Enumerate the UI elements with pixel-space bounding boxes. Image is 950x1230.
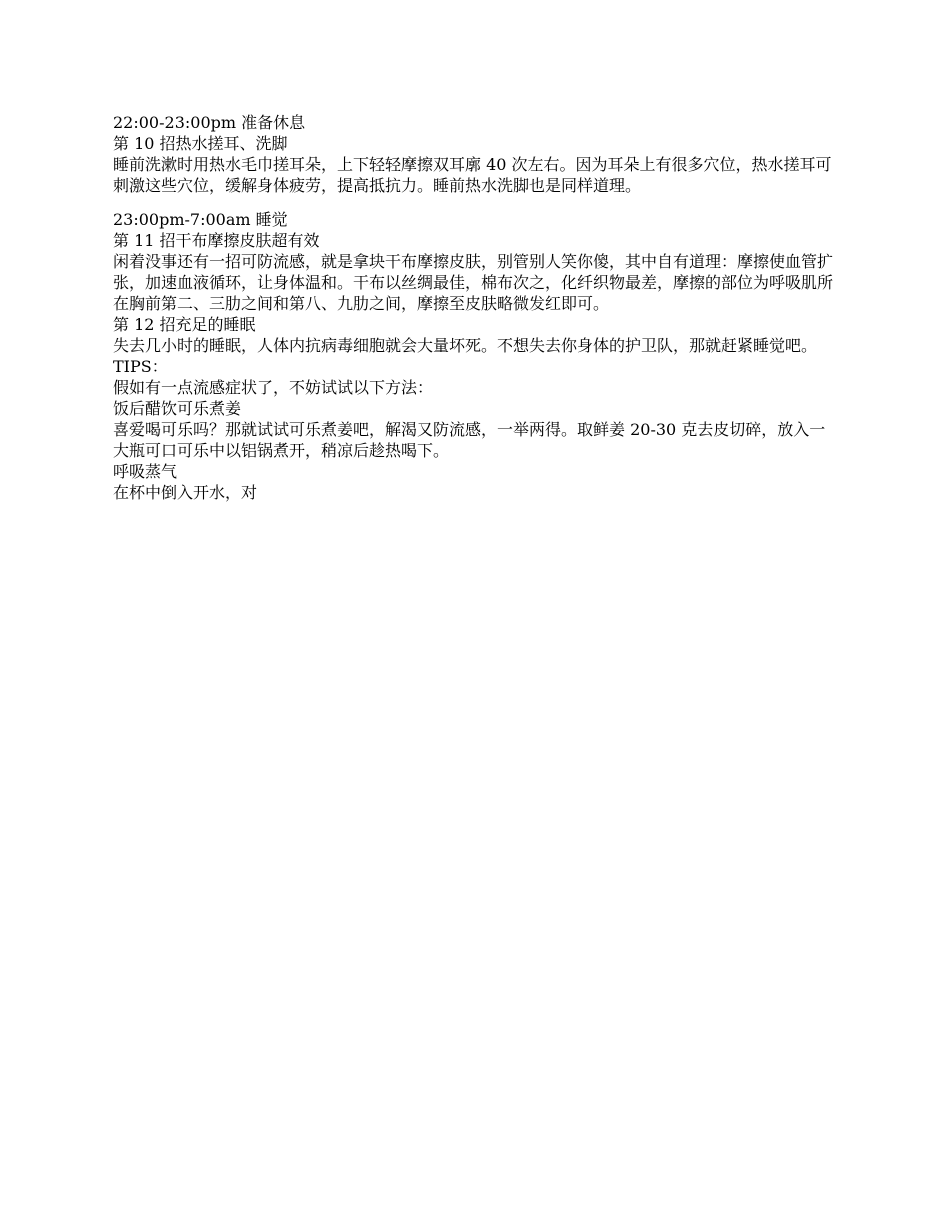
remedy-2-title: 呼吸蒸气 xyxy=(113,462,178,481)
document-page xyxy=(113,112,841,503)
remedy-1-title: 饭后醋饮可乐煮姜 xyxy=(113,399,242,418)
tip-10-title: 第 10 招热水搓耳、洗脚 xyxy=(113,134,288,153)
paragraph-gap xyxy=(113,196,841,209)
tips-intro: 假如有一点流感症状了，不妨试试以下方法： xyxy=(113,378,434,397)
tip-12-title: 第 12 招充足的睡眠 xyxy=(113,315,256,334)
tip-12-body: 失去几小时的睡眠，人体内抗病毒细胞就会大量坏死。不想失去你身体的护卫队，那就赶紧睡觉吧。 xyxy=(113,336,818,355)
tip-11-body: 闲着没事还有一招可防流感，就是拿块干布摩擦皮肤，别管别人笑你傻，其中自有道理：摩擦使血管扩张，加速血液循环，让身体温和。干布以丝绸最佳，棉布次之，化纤织物最差，摩擦的部位为呼吸肌所在胸前第二、三肋之间和第八、九肋之间，摩擦至皮肤略微发红即可。 xyxy=(113,252,834,313)
section-heading-rest: 22:00-23:00pm 准备休息 xyxy=(113,113,306,132)
remedy-1-body: 喜爱喝可乐吗？那就试试可乐煮姜吧，解渴又防流感，一举两得。取鲜姜 20-30 克去皮切碎，放入一大瓶可口可乐中以铝锅煮开，稍凉后趁热喝下。 xyxy=(113,420,826,460)
tip-11-title: 第 11 招干布摩擦皮肤超有效 xyxy=(113,231,320,250)
section-heading-sleep: 23:00pm-7:00am 睡觉 xyxy=(113,210,288,229)
tip-10-body: 睡前洗漱时用热水毛巾搓耳朵，上下轻轻摩擦双耳廓 40 次左右。因为耳朵上有很多穴位，热水搓耳可刺激这些穴位，缓解身体疲劳，提高抵抗力。睡前热水洗脚也是同样道理。 xyxy=(113,155,832,195)
tips-label: TIPS： xyxy=(113,357,168,376)
remedy-2-body: 在杯中倒入开水，对 xyxy=(113,483,258,502)
